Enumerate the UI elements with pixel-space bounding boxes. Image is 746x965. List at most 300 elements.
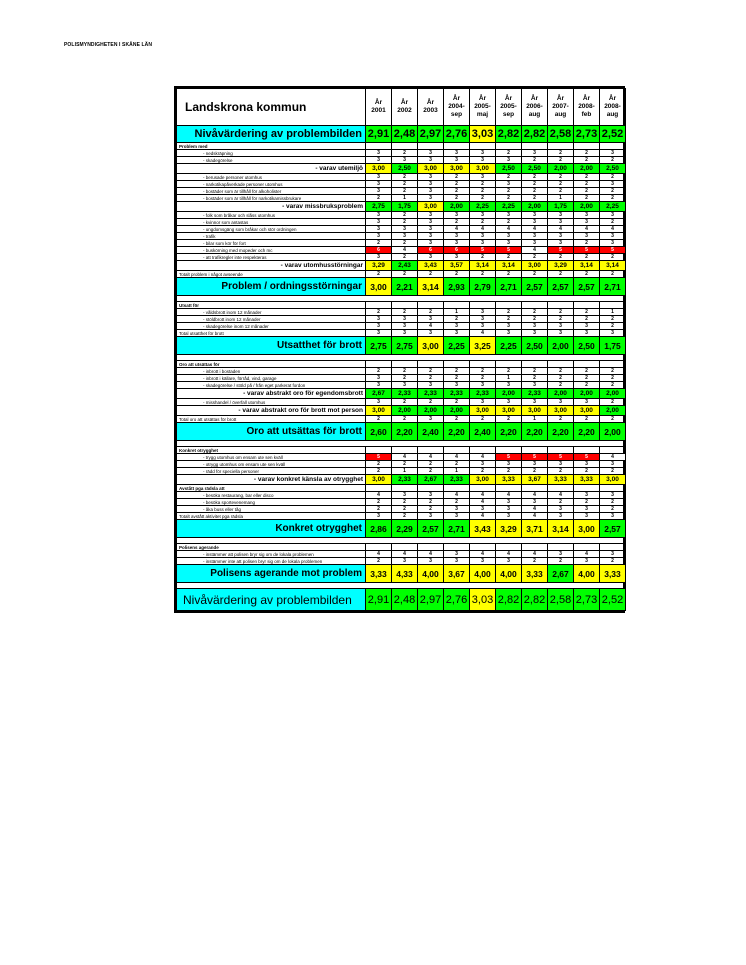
value-cell: 2,00 — [600, 389, 626, 399]
value-cell: 2 — [366, 271, 392, 278]
value-cell: 2,20 — [522, 423, 548, 441]
value-cell: 2,25 — [444, 337, 470, 355]
value-cell: 3,33 — [366, 565, 392, 583]
value-cell: 4,00 — [418, 565, 444, 583]
table-body — [177, 89, 626, 611]
table-row — [177, 174, 626, 181]
row-label: - varav abstrakt oro för egendomsbrott — [177, 389, 366, 399]
value-cell: 3,33 — [574, 475, 600, 485]
row-label: - bostäder som är tillhåll för narkotikamissbrukare — [177, 195, 366, 202]
value-cell: 2 — [600, 382, 626, 389]
table-row — [177, 157, 626, 164]
value-cell: 3,00 — [418, 202, 444, 212]
value-cell: 3 — [548, 219, 574, 226]
column-header-line: maj — [476, 111, 489, 118]
value-cell: 2,20 — [548, 423, 574, 441]
value-cell: 2,82 — [522, 126, 548, 143]
empty-cell — [548, 302, 574, 309]
value-cell: 2 — [522, 188, 548, 195]
empty-cell — [392, 302, 418, 309]
empty-cell — [444, 485, 470, 492]
value-cell: 3 — [392, 226, 418, 233]
column-header-8 — [548, 89, 574, 126]
value-cell: 3 — [366, 157, 392, 164]
value-cell: 2,91 — [366, 589, 392, 611]
value-cell: 6 — [444, 247, 470, 254]
value-cell: 2 — [574, 416, 600, 423]
value-cell: 1 — [496, 375, 522, 382]
value-cell: 2 — [574, 316, 600, 323]
value-cell: 3 — [470, 150, 496, 157]
column-header-line: År — [504, 95, 513, 102]
value-cell: 2 — [600, 188, 626, 195]
value-cell: 2,00 — [444, 406, 470, 416]
empty-cell — [548, 544, 574, 551]
value-cell: 3 — [470, 157, 496, 164]
value-cell: 2,33 — [470, 389, 496, 399]
table-row — [177, 126, 626, 143]
empty-cell — [496, 544, 522, 551]
value-cell: 5 — [548, 454, 574, 461]
row-label: - att trafikregler inte respekteras — [177, 254, 366, 261]
value-cell: 2 — [496, 219, 522, 226]
value-cell: 2 — [366, 461, 392, 468]
table-row — [177, 475, 626, 485]
value-cell: 3 — [574, 219, 600, 226]
row-label: - ungdomsgäng som bråkar och stör ordningen — [177, 226, 366, 233]
value-cell: 2 — [522, 195, 548, 202]
value-cell: 3 — [496, 382, 522, 389]
table-row — [177, 513, 626, 520]
value-cell: 3 — [600, 513, 626, 520]
row-label: Konkret otrygghet — [177, 520, 366, 538]
empty-cell — [366, 143, 392, 150]
value-cell: 3,00 — [470, 406, 496, 416]
value-cell: 2,50 — [522, 337, 548, 355]
column-header-line: 2006- — [526, 103, 543, 110]
value-cell: 3 — [470, 174, 496, 181]
value-cell: 3 — [366, 174, 392, 181]
value-cell: 3,14 — [496, 261, 522, 271]
value-cell: 3 — [418, 157, 444, 164]
value-cell: 2,97 — [418, 126, 444, 143]
value-cell: 2 — [392, 219, 418, 226]
empty-cell — [548, 143, 574, 150]
value-cell: 3,00 — [470, 164, 496, 174]
section-label: Polisens agerande — [177, 544, 366, 551]
value-cell: 3 — [470, 323, 496, 330]
value-cell: 2,33 — [444, 389, 470, 399]
value-cell: 3 — [496, 499, 522, 506]
value-cell: 2,76 — [444, 126, 470, 143]
value-cell: 3 — [496, 240, 522, 247]
value-cell: 3,00 — [522, 406, 548, 416]
value-cell: 2,58 — [548, 126, 574, 143]
value-cell: 2,67 — [548, 565, 574, 583]
value-cell: 2,75 — [366, 202, 392, 212]
value-cell: 4 — [470, 330, 496, 337]
empty-cell — [522, 143, 548, 150]
value-cell: 2 — [444, 416, 470, 423]
value-cell: 2 — [470, 271, 496, 278]
table-row — [177, 565, 626, 583]
value-cell: 2 — [392, 461, 418, 468]
value-cell: 2,25 — [496, 337, 522, 355]
table-row — [177, 423, 626, 441]
value-cell: 4 — [470, 492, 496, 499]
row-label: - kvinnor som antastas — [177, 219, 366, 226]
value-cell: 3,33 — [600, 565, 626, 583]
value-cell: 1 — [444, 309, 470, 316]
value-cell: 4 — [470, 513, 496, 520]
value-cell: 3 — [548, 513, 574, 520]
row-label: - instämmer inte att polisen bryr sig om de lokala problemen — [177, 558, 366, 565]
value-cell: 2,48 — [392, 589, 418, 611]
column-header-line: År — [400, 99, 409, 106]
value-cell: 4 — [522, 506, 548, 513]
value-cell: 3 — [470, 461, 496, 468]
value-cell: 2 — [366, 416, 392, 423]
empty-cell — [366, 302, 392, 309]
empty-cell — [600, 302, 626, 309]
value-cell: 2 — [470, 195, 496, 202]
value-cell: 3 — [366, 212, 392, 219]
value-cell: 2 — [548, 188, 574, 195]
value-cell: 3 — [496, 461, 522, 468]
value-cell: 3 — [470, 382, 496, 389]
value-cell: 3 — [392, 492, 418, 499]
value-cell: 3 — [574, 558, 600, 565]
value-cell: 2,33 — [392, 475, 418, 485]
row-label: - skadegörelse — [177, 157, 366, 164]
value-cell: 4 — [496, 492, 522, 499]
empty-cell — [548, 485, 574, 492]
value-cell: 2 — [470, 219, 496, 226]
value-cell: 1 — [522, 416, 548, 423]
value-cell: 2,52 — [600, 126, 626, 143]
row-label: - skadegörelse inom 12 månader — [177, 323, 366, 330]
value-cell: 2 — [574, 368, 600, 375]
value-cell: 2 — [392, 368, 418, 375]
value-cell: 2,50 — [522, 164, 548, 174]
value-cell: 3 — [548, 399, 574, 406]
value-cell: 2 — [600, 195, 626, 202]
value-cell: 2,00 — [522, 202, 548, 212]
value-cell: 2 — [496, 174, 522, 181]
value-cell: 3 — [418, 382, 444, 389]
value-cell: 5 — [574, 247, 600, 254]
value-cell: 2 — [470, 368, 496, 375]
value-cell: 2 — [600, 399, 626, 406]
value-cell: 3 — [574, 399, 600, 406]
value-cell: 3 — [496, 506, 522, 513]
value-cell: 3 — [366, 150, 392, 157]
value-cell: 4 — [522, 551, 548, 558]
row-label: - varav abstrakt oro för brott mot person — [177, 406, 366, 416]
empty-cell — [574, 302, 600, 309]
empty-cell — [496, 302, 522, 309]
value-cell: 4 — [548, 492, 574, 499]
column-header-line: 2007- — [552, 103, 569, 110]
value-cell: 2 — [444, 316, 470, 323]
value-cell: 2 — [522, 174, 548, 181]
empty-cell — [418, 361, 444, 368]
value-cell: 2,40 — [418, 423, 444, 441]
column-header-line: 2004- — [448, 103, 465, 110]
value-cell: 3,00 — [496, 406, 522, 416]
value-cell: 2 — [548, 368, 574, 375]
value-cell: 2 — [548, 382, 574, 389]
value-cell: 3 — [366, 375, 392, 382]
row-label: - trafik — [177, 233, 366, 240]
table-row — [177, 226, 626, 233]
table-row — [177, 492, 626, 499]
table-row — [177, 143, 626, 150]
value-cell: 2 — [392, 181, 418, 188]
value-cell: 3,00 — [418, 164, 444, 174]
value-cell: 5 — [574, 454, 600, 461]
value-cell: 2,50 — [600, 164, 626, 174]
table-row — [177, 416, 626, 423]
value-cell: 3 — [444, 150, 470, 157]
value-cell: 2 — [600, 271, 626, 278]
table-row — [177, 337, 626, 355]
row-label: - bilar som kör för fort — [177, 240, 366, 247]
value-cell: 2,50 — [496, 164, 522, 174]
row-label: Polisens agerande mot problem — [177, 565, 366, 583]
value-cell: 3 — [418, 226, 444, 233]
value-cell: 3 — [444, 323, 470, 330]
value-cell: 3 — [548, 233, 574, 240]
empty-cell — [522, 302, 548, 309]
value-cell: 3 — [522, 499, 548, 506]
value-cell: 1 — [444, 468, 470, 475]
empty-cell — [496, 143, 522, 150]
value-cell: 2 — [548, 375, 574, 382]
value-cell: 3 — [418, 150, 444, 157]
value-cell: 2,52 — [600, 589, 626, 611]
value-cell: 3 — [522, 399, 548, 406]
table-row — [177, 316, 626, 323]
empty-cell — [392, 361, 418, 368]
value-cell: 3 — [600, 551, 626, 558]
empty-cell — [574, 447, 600, 454]
value-cell: 3,00 — [470, 475, 496, 485]
table-row — [177, 188, 626, 195]
table-row — [177, 278, 626, 296]
value-cell: 4 — [470, 551, 496, 558]
value-cell: 2,20 — [392, 423, 418, 441]
empty-cell — [444, 447, 470, 454]
empty-cell — [522, 447, 548, 454]
value-cell: 6 — [418, 247, 444, 254]
value-cell: 3 — [418, 254, 444, 261]
value-cell: 3,00 — [366, 278, 392, 296]
value-cell: 2,48 — [392, 126, 418, 143]
table-row — [177, 150, 626, 157]
value-cell: 3 — [444, 551, 470, 558]
value-cell: 4 — [522, 247, 548, 254]
row-label: Problem / ordningsstörningar — [177, 278, 366, 296]
value-cell: 2,60 — [366, 423, 392, 441]
table-row — [177, 368, 626, 375]
value-cell: 4,00 — [470, 565, 496, 583]
value-cell: 2,76 — [444, 589, 470, 611]
statistics-table-container — [174, 86, 625, 613]
row-label: - varav utemiljö — [177, 164, 366, 174]
empty-cell — [366, 447, 392, 454]
value-cell: 3 — [392, 558, 418, 565]
value-cell: 2 — [600, 499, 626, 506]
value-cell: 3 — [366, 233, 392, 240]
table-row — [177, 195, 626, 202]
value-cell: 2 — [600, 506, 626, 513]
table-row — [177, 382, 626, 389]
row-label: - varav missbruksproblem — [177, 202, 366, 212]
value-cell: 2 — [574, 309, 600, 316]
value-cell: 2,82 — [522, 589, 548, 611]
value-cell: 4 — [392, 247, 418, 254]
table-row — [177, 406, 626, 416]
value-cell: 3,03 — [470, 589, 496, 611]
row-label: - folk som bråkar och slåss utomhus — [177, 212, 366, 219]
value-cell: 2,82 — [496, 589, 522, 611]
value-cell: 3,14 — [548, 520, 574, 538]
value-cell: 2 — [548, 150, 574, 157]
value-cell: 3 — [418, 240, 444, 247]
value-cell: 2 — [574, 382, 600, 389]
row-label: Totalt problem i något avseende — [177, 271, 366, 278]
value-cell: 3 — [418, 174, 444, 181]
row-label: - otrygg utomhus om ensam ute sen kväll — [177, 461, 366, 468]
value-cell: 3 — [548, 212, 574, 219]
column-header-line: sep — [450, 111, 463, 118]
table-row — [177, 544, 626, 551]
value-cell: 3 — [522, 150, 548, 157]
table-title: Landskrona kommun — [177, 89, 366, 126]
row-label: - bostäder som är tillhåll för alkoholister — [177, 188, 366, 195]
table-row — [177, 447, 626, 454]
value-cell: 2 — [392, 416, 418, 423]
value-cell: 2,00 — [444, 202, 470, 212]
value-cell: 2,29 — [392, 520, 418, 538]
value-cell: 4 — [600, 226, 626, 233]
value-cell: 2,00 — [548, 164, 574, 174]
row-label: - varav utomhusstörningar — [177, 261, 366, 271]
value-cell: 2 — [548, 174, 574, 181]
value-cell: 2,00 — [392, 406, 418, 416]
value-cell: 3,67 — [444, 565, 470, 583]
value-cell: 3 — [496, 558, 522, 565]
value-cell: 2,73 — [574, 589, 600, 611]
empty-cell — [444, 302, 470, 309]
value-cell: 2 — [418, 309, 444, 316]
value-cell: 2 — [444, 368, 470, 375]
value-cell: 2 — [470, 468, 496, 475]
value-cell: 1,75 — [600, 337, 626, 355]
value-cell: 2 — [574, 468, 600, 475]
value-cell: 2 — [548, 181, 574, 188]
value-cell: 4 — [470, 226, 496, 233]
row-label: Nivåvärdering av problembilden — [177, 589, 366, 611]
value-cell: 3,00 — [444, 164, 470, 174]
value-cell: 2 — [470, 181, 496, 188]
column-header-9 — [574, 89, 600, 126]
row-label: - narkotikapåverkade personer utomhus — [177, 181, 366, 188]
empty-cell — [470, 143, 496, 150]
value-cell: 2 — [366, 499, 392, 506]
column-header-line: 2002 — [397, 107, 412, 114]
value-cell: 2,33 — [444, 475, 470, 485]
value-cell: 3,00 — [366, 475, 392, 485]
value-cell: 2 — [522, 309, 548, 316]
value-cell: 3,14 — [600, 261, 626, 271]
value-cell: 3 — [522, 240, 548, 247]
empty-cell — [392, 447, 418, 454]
column-header-line: År — [556, 95, 565, 102]
value-cell: 2,20 — [496, 423, 522, 441]
value-cell: 2 — [392, 399, 418, 406]
value-cell: 3 — [366, 330, 392, 337]
section-label: Avstått pga rädsla att — [177, 485, 366, 492]
value-cell: 2 — [444, 219, 470, 226]
value-cell: 4 — [392, 551, 418, 558]
value-cell: 3 — [574, 233, 600, 240]
value-cell: 2 — [392, 150, 418, 157]
table-row — [177, 499, 626, 506]
empty-cell — [444, 544, 470, 551]
value-cell: 3 — [548, 330, 574, 337]
value-cell: 3,00 — [600, 475, 626, 485]
value-cell: 2,58 — [548, 589, 574, 611]
empty-cell — [470, 361, 496, 368]
value-cell: 2,50 — [392, 164, 418, 174]
value-cell: 3 — [522, 233, 548, 240]
value-cell: 3 — [444, 513, 470, 520]
value-cell: 4,33 — [392, 565, 418, 583]
value-cell: 3,25 — [470, 337, 496, 355]
value-cell: 1,75 — [392, 202, 418, 212]
value-cell: 3,00 — [574, 520, 600, 538]
value-cell: 3 — [522, 323, 548, 330]
value-cell: 2 — [522, 181, 548, 188]
value-cell: 2 — [574, 181, 600, 188]
value-cell: 2 — [496, 195, 522, 202]
value-cell: 4 — [366, 551, 392, 558]
value-cell: 2 — [392, 375, 418, 382]
value-cell: 2 — [522, 558, 548, 565]
value-cell: 2,00 — [600, 406, 626, 416]
value-cell: 2 — [392, 174, 418, 181]
empty-cell — [600, 447, 626, 454]
value-cell: 3 — [574, 323, 600, 330]
value-cell: 5 — [600, 247, 626, 254]
empty-cell — [366, 485, 392, 492]
value-cell: 3,43 — [418, 261, 444, 271]
value-cell: 2 — [574, 240, 600, 247]
value-cell: 2 — [470, 375, 496, 382]
value-cell: 2,73 — [574, 126, 600, 143]
value-cell: 2,00 — [548, 337, 574, 355]
value-cell: 2 — [522, 254, 548, 261]
value-cell: 2 — [574, 195, 600, 202]
value-cell: 2 — [392, 212, 418, 219]
value-cell: 2 — [496, 254, 522, 261]
row-label: Total oro att utsättas för brott — [177, 416, 366, 423]
value-cell: 2 — [496, 416, 522, 423]
value-cell: 2 — [574, 188, 600, 195]
section-label: Oro att utsättas för — [177, 361, 366, 368]
